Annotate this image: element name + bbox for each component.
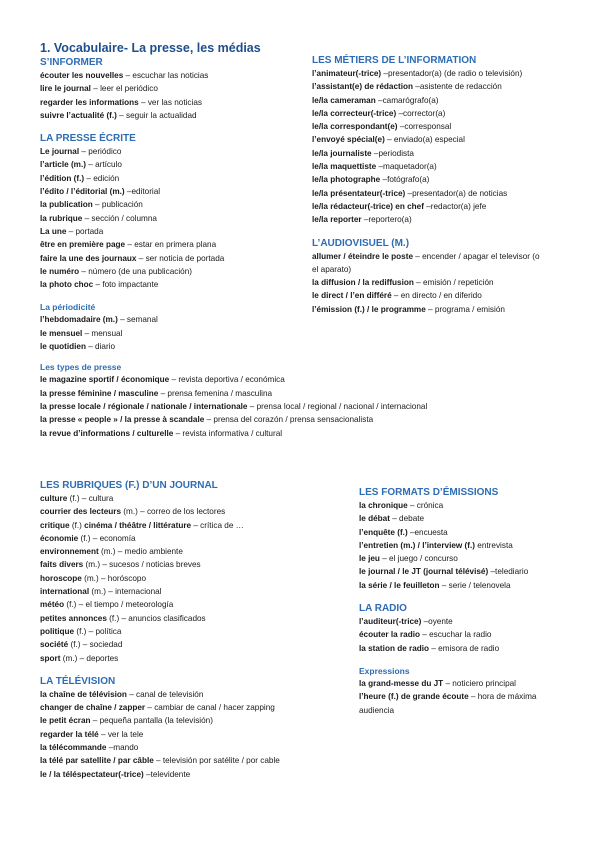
grammar-gender: (m.) xyxy=(83,560,101,570)
television-list xyxy=(40,688,340,781)
translation-es: – enviado(a) especial xyxy=(384,135,465,145)
translation-es: –telediario xyxy=(488,567,529,577)
types-presse-list xyxy=(40,373,428,439)
vocab-entry xyxy=(40,768,340,781)
section-heading-television: LA TÉLÉVISION xyxy=(40,675,116,687)
vocab-entry xyxy=(40,340,300,353)
grammar-gender: (f.) xyxy=(78,533,91,543)
vocab-entry xyxy=(359,615,564,628)
vocab-entry xyxy=(40,714,340,727)
term-fr: l’heure (f.) de grande écoute xyxy=(359,692,469,702)
audiovisuel-list xyxy=(312,250,547,316)
term-fr: l’édition (f.) xyxy=(40,173,85,183)
vocab-entry xyxy=(312,94,547,107)
vocab-entry xyxy=(359,565,564,578)
section-heading-audiovisuel: L’AUDIOVISUEL (M.) xyxy=(312,237,410,249)
term-fr: sport xyxy=(40,653,61,663)
translation-es: – publicación xyxy=(92,200,143,210)
translation-es: – revista informativa / cultural xyxy=(173,428,283,438)
term-fr: la grand-messe du JT xyxy=(359,678,444,688)
translation-es: –oyente xyxy=(421,617,453,627)
translation-es: – mensual xyxy=(82,328,123,338)
right-column-bottom xyxy=(359,486,564,717)
term-fr: écouter la radio xyxy=(359,630,420,640)
vocab-entry xyxy=(40,572,340,585)
translation-es: – encender / apagar el televisor (o el aparato) xyxy=(312,251,540,274)
subheading-expressions: Expressions xyxy=(359,665,410,676)
section-heading-radio: LA RADIO xyxy=(359,603,407,615)
translation-es: – estar en primera plana xyxy=(125,240,217,250)
term-fr: le/la reporter xyxy=(312,215,362,225)
term-fr: culture xyxy=(40,494,68,503)
vocab-entry xyxy=(40,492,340,505)
term-fr: l’hebdomadaire (m.) xyxy=(40,315,118,325)
term-fr: le / la téléspectateur(-trice) xyxy=(40,769,144,779)
vocab-entry xyxy=(312,147,547,160)
term-fr: le mensuel xyxy=(40,328,83,338)
term-fr: le/la rédacteur(-trice) en chef xyxy=(312,201,424,211)
vocab-entry xyxy=(40,327,300,340)
vocab-entry xyxy=(359,628,564,641)
grammar-gender: (f.) xyxy=(67,494,80,503)
vocab-entry xyxy=(40,532,340,545)
term-fr: l’animateur(-trice) xyxy=(312,69,382,78)
translation-es: – semanal xyxy=(117,315,158,325)
vocab-entry xyxy=(40,427,300,440)
term-fr: faits divers xyxy=(40,560,84,570)
vocab-entry xyxy=(312,173,547,186)
translation-es: – revista deportiva / económica xyxy=(169,375,285,385)
translation-es: –camarógrafo(a) xyxy=(375,95,439,105)
translation-es: – crónica xyxy=(407,501,444,510)
term-fr: l’article (m.) xyxy=(40,160,86,170)
vocab-entry xyxy=(40,519,340,532)
vocab-entry xyxy=(312,200,547,213)
section-heading-presse-ecrite: LA PRESSE ÉCRITE xyxy=(40,133,136,145)
translation-es: –presentador(a) (de radio o televisión) xyxy=(381,69,523,78)
vocab-entry xyxy=(40,212,300,225)
vocab-entry xyxy=(312,160,547,173)
vocab-entry xyxy=(40,505,340,518)
vocab-entry xyxy=(40,82,300,95)
term-fr: être en première page xyxy=(40,240,126,250)
term-fr: la chaîne de télévision xyxy=(40,689,127,699)
term-fr: international xyxy=(40,587,90,597)
vocab-entry xyxy=(40,545,340,558)
translation-es: –editorial xyxy=(124,187,161,197)
vocab-entry xyxy=(359,526,564,539)
vocab-entry xyxy=(40,225,300,238)
translation-es: – escuchar la radio xyxy=(419,630,492,640)
term-fr: allumer / éteindre le poste xyxy=(312,251,414,261)
translation-es: – economía xyxy=(90,533,136,543)
term-fr: petites annonces xyxy=(40,613,107,623)
translation-es: – anuncios clasificados xyxy=(119,613,206,623)
translation-es: – crítica de … xyxy=(191,520,244,530)
vocab-entry xyxy=(40,638,340,651)
term-fr: le direct / l’en différé xyxy=(312,291,392,301)
vocab-entry xyxy=(40,265,300,278)
vocab-entry xyxy=(312,187,547,200)
vocab-entry xyxy=(359,677,564,690)
term-fr: courrier des lecteurs xyxy=(40,507,122,517)
translation-es: – cambiar de canal / hacer zapping xyxy=(145,703,275,713)
vocab-entry xyxy=(40,158,300,171)
vocab-entry xyxy=(359,579,564,592)
vocab-entry xyxy=(40,387,300,400)
term-fr: la photo choc xyxy=(40,280,94,290)
term-fr: l’entretien (m.) / l’interview (f.) xyxy=(359,540,476,550)
vocab-entry xyxy=(359,499,564,512)
vocab-entry xyxy=(40,754,340,767)
vocab-entry xyxy=(359,690,564,717)
term-fr: société xyxy=(40,640,69,650)
translation-es: – sucesos / noticias breves xyxy=(100,560,201,570)
term-fr: l’envoyé spécial(e) xyxy=(312,135,385,145)
translation-es: – internacional xyxy=(105,587,162,597)
page-title: 1. Vocabulaire- La presse, les médias xyxy=(40,41,261,55)
translation-es: – número (de una publicación) xyxy=(79,266,193,276)
grammar-gender: (f.) xyxy=(74,626,87,636)
term-fr: le jeu xyxy=(359,554,380,564)
translation-es: – ser noticia de portada xyxy=(136,253,225,263)
translation-es: – cultura xyxy=(79,494,114,503)
translation-es: – el juego / concurso xyxy=(379,554,458,564)
translation-es: – emisión / repetición xyxy=(413,278,494,288)
term-fr: politique xyxy=(40,626,75,636)
term-fr: critique xyxy=(40,520,70,530)
subheading-periodicite: La périodicité xyxy=(40,302,96,313)
term-fr: le/la journaliste xyxy=(312,148,372,158)
term-fr: économie xyxy=(40,533,79,543)
vocab-entry xyxy=(40,252,300,265)
term-fr: la presse féminine / masculine xyxy=(40,388,159,398)
translation-es: –redactor(a) jefe xyxy=(423,201,487,211)
translation-es: – correo de los lectores xyxy=(137,507,226,517)
vocab-entry xyxy=(312,80,547,93)
vocab-entry xyxy=(40,69,300,82)
vocab-entry xyxy=(40,688,340,701)
term-fr: la série / le feuilleton xyxy=(359,580,440,590)
term-fr: Le journal xyxy=(40,147,80,157)
term-fr: le débat xyxy=(359,514,390,524)
left-column-bottom xyxy=(40,479,340,781)
translation-es: –corresponsal xyxy=(397,122,452,132)
vocab-entry xyxy=(312,107,547,120)
vocab-entry xyxy=(40,198,300,211)
term-fr: la chronique xyxy=(359,501,408,510)
vocab-entry xyxy=(312,213,547,226)
vocab-entry xyxy=(40,145,300,158)
term-fr: la télé par satellite / par câble xyxy=(40,756,154,766)
term-fr: le petit écran xyxy=(40,716,91,726)
translation-es: – periódico xyxy=(79,147,122,157)
section-heading-rubriques: LES RUBRIQUES (F.) D’UN JOURNAL xyxy=(40,480,218,491)
vocab-entry xyxy=(359,512,564,525)
vocab-entry xyxy=(40,558,340,571)
grammar-gender: (f.) xyxy=(64,600,77,610)
term-fr: le quotidien xyxy=(40,342,86,352)
term-fr: changer de chaîne / zapper xyxy=(40,703,146,713)
translation-es: – seguir la actualidad xyxy=(116,110,197,120)
term-fr: la revue d’informations / culturelle xyxy=(40,428,174,438)
rubriques-list xyxy=(40,492,340,665)
vocab-entry xyxy=(40,625,340,638)
term-fr: l’édito / l’éditorial (m.) xyxy=(40,187,125,197)
translation-es: – emisora de radio xyxy=(429,643,500,653)
term-fr: la télécommande xyxy=(40,743,107,753)
term-fr: le numéro xyxy=(40,266,80,276)
translation-es: – debate xyxy=(389,514,425,524)
translation-es: –maquetador(a) xyxy=(376,162,437,172)
vocab-entry xyxy=(40,185,300,198)
term-fr: le/la correspondant(e) xyxy=(312,122,398,132)
translation-es: – política xyxy=(86,626,122,636)
term-fr: la presse « people » / la presse à scandale xyxy=(40,415,205,425)
term-fr: le/la maquettiste xyxy=(312,162,377,172)
term-fr: environnement xyxy=(40,547,99,557)
subheading-types-presse: Les types de presse xyxy=(40,362,122,373)
vocab-entry xyxy=(40,278,300,291)
vocab-entry xyxy=(312,289,547,302)
translation-es: – deportes xyxy=(77,653,119,663)
term-fr: le/la correcteur(-trice) xyxy=(312,108,397,118)
translation-es: – medio ambiente xyxy=(115,547,183,557)
vocab-entry xyxy=(40,701,340,714)
term-fr-extra: cinéma / théâtre / littérature xyxy=(81,520,192,530)
translation-es: – prensa femenina / masculina xyxy=(158,388,273,398)
translation-es: – diario xyxy=(85,342,116,352)
translation-es: –periodista xyxy=(371,148,414,158)
term-fr: le/la photographe xyxy=(312,175,381,185)
radio-list xyxy=(359,615,564,655)
term-fr: regarder les informations xyxy=(40,97,139,107)
section-heading-metiers: LES MÉTIERS DE L’INFORMATION xyxy=(312,55,477,66)
translation-es: – sección / columna xyxy=(82,213,157,223)
grammar-gender: (m.) xyxy=(60,653,78,663)
translation-es: – serie / telenovela xyxy=(439,580,511,590)
grammar-gender: (m.) xyxy=(89,587,106,597)
translation-es: – horóscopo xyxy=(98,573,147,583)
sinformer-list xyxy=(40,69,300,122)
vocab-entry xyxy=(40,652,340,665)
translation-es: – prensa local / regional / nacional / internacional xyxy=(247,401,428,411)
term-fr: regarder la télé xyxy=(40,729,99,739)
term-fr: suivre l’actualité (f.) xyxy=(40,110,117,120)
grammar-gender: (f.) xyxy=(68,640,81,650)
translation-es: – portada xyxy=(66,226,104,236)
vocab-entry xyxy=(40,612,340,625)
term-fr: La une xyxy=(40,226,67,236)
vocab-entry xyxy=(40,373,300,386)
section-heading-formats: LES FORMATS D’ÉMISSIONS xyxy=(359,487,499,498)
translation-es: – canal de televisión xyxy=(126,689,204,699)
translation-es: – foto impactante xyxy=(93,280,159,290)
periodicite-list xyxy=(40,313,300,353)
grammar-gender: (f.) xyxy=(106,613,120,623)
vocab-entry xyxy=(40,413,374,426)
term-fr: horoscope xyxy=(40,573,82,583)
section-heading-sinformer: S’INFORMER xyxy=(40,57,103,68)
term-fr: le/la présentateur(-trice) xyxy=(312,188,406,198)
translation-es: – leer el periódico xyxy=(90,84,158,94)
translation-es: –asistente de redacción xyxy=(413,82,502,92)
vocab-entry xyxy=(40,238,300,251)
grammar-gender: (m.) xyxy=(98,547,116,557)
translation-es: – televisión por satélite / por cable xyxy=(153,756,280,766)
grammar-gender: (m.) xyxy=(81,573,99,583)
vocab-entry xyxy=(40,172,300,185)
term-fr: la station de radio xyxy=(359,643,430,653)
translation-es: – pequeña pantalla (la televisión) xyxy=(90,716,213,726)
vocab-entry xyxy=(40,109,300,122)
translation-es: – en directo / en diferido xyxy=(391,291,482,301)
translation-es: –presentador(a) de noticias xyxy=(405,188,508,198)
vocab-entry xyxy=(359,552,564,565)
formats-list xyxy=(359,499,564,592)
translation-es: – artículo xyxy=(85,160,122,170)
term-fr: le magazine sportif / économique xyxy=(40,375,170,385)
presse-ecrite-list xyxy=(40,145,300,291)
translation-es: –fotógrafo(a) xyxy=(380,175,430,185)
translation-es: – prensa del corazón / prensa sensacionalista xyxy=(204,415,374,425)
grammar-gender: (f.) xyxy=(69,520,82,530)
translation-es: – escuchar las noticias xyxy=(123,71,209,80)
vocab-entry xyxy=(40,585,340,598)
translation-es: – programa / emisión xyxy=(425,304,505,314)
term-fr: lire le journal xyxy=(40,84,91,94)
vocab-entry xyxy=(40,598,340,611)
term-fr: la rubrique xyxy=(40,213,83,223)
vocab-entry xyxy=(312,133,547,146)
term-fr: la presse locale / régionale / nationale / internationale xyxy=(40,401,248,411)
term-fr: l’assistant(e) de rédaction xyxy=(312,82,414,92)
vocab-entry xyxy=(312,250,547,277)
vocab-entry xyxy=(312,67,547,80)
vocab-entry xyxy=(312,120,547,133)
translation-es: – ver la tele xyxy=(98,729,144,739)
translation-es: –televidente xyxy=(143,769,191,779)
grammar-gender: (m.) xyxy=(121,507,138,517)
term-fr: l’émission (f.) / le programme xyxy=(312,304,426,314)
translation-es: – sociedad xyxy=(80,640,123,650)
metiers-list xyxy=(312,67,547,227)
expressions-list xyxy=(359,677,564,717)
translation-es: – noticiero principal xyxy=(443,678,517,688)
term-fr: la diffusion / la rediffusion xyxy=(312,278,414,288)
translation-es: –mando xyxy=(106,743,139,753)
term-fr: le journal / le JT (journal télévisé) xyxy=(359,567,489,577)
translation-es: –corrector(a) xyxy=(396,108,446,118)
term-fr: faire la une des journaux xyxy=(40,253,137,263)
term-fr: la publication xyxy=(40,200,93,210)
vocab-entry xyxy=(40,400,428,413)
term-fr: le/la cameraman xyxy=(312,95,376,105)
vocab-entry xyxy=(40,728,340,741)
vocab-entry xyxy=(359,539,564,552)
vocab-entry xyxy=(40,313,300,326)
term-fr: météo xyxy=(40,600,65,610)
vocab-entry xyxy=(359,642,564,655)
translation-es: – ver las noticias xyxy=(138,97,202,107)
vocab-entry xyxy=(312,303,547,316)
right-column-top xyxy=(312,54,547,316)
term-fr: l’auditeur(-trice) xyxy=(359,617,422,627)
translation-es: –reportero(a) xyxy=(361,215,412,225)
translation-es: – hora de máxima audiencia xyxy=(359,692,537,715)
vocab-entry xyxy=(40,96,300,109)
term-fr: l’enquête (f.) xyxy=(359,527,408,537)
vocab-entry xyxy=(40,741,340,754)
translation-es: – edición xyxy=(84,173,120,183)
translation-es: entrevista xyxy=(475,540,513,550)
term-fr: écouter les nouvelles xyxy=(40,71,124,80)
translation-es: –encuesta xyxy=(407,527,448,537)
translation-es: – el tiempo / meteorología xyxy=(76,600,174,610)
vocab-entry xyxy=(312,276,547,289)
